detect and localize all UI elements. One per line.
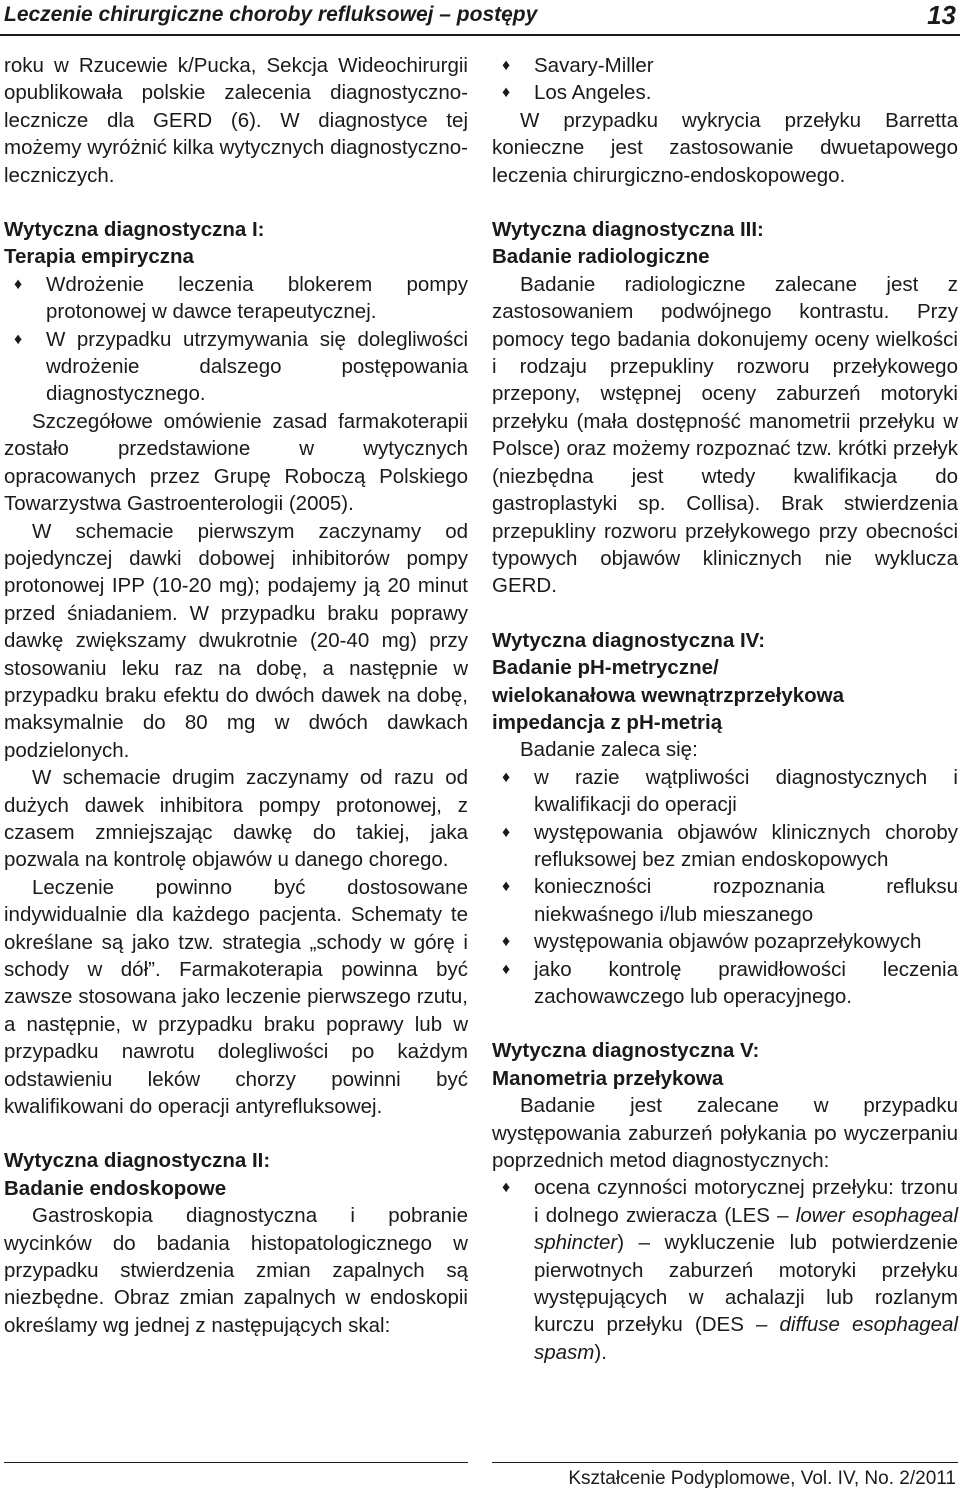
guideline-4-title-line3: wielokanałowa wewnątrzprzełykowa [492,683,845,707]
bullet-text-part1: ocena czynności motorycznej przełyku: trzonu i dolnego zwieracza (LES – [534,1176,958,1227]
guideline-3-title-line2: Badanie radiologiczne [492,245,710,269]
guideline-4-title-line2: Badanie pH-metryczne/ [492,656,719,680]
diamond-bullet-icon: ♦ [14,275,23,293]
diamond-bullet-icon: ♦ [502,84,511,102]
guideline-5-title [492,1037,958,1092]
bullet-text-part2: ) – wykluczenie lub potwierdzenie pierwotnych zaburzeń motoryki przełyku występujących w achalazji lub rozlanym kurczu przełyku (DES – [534,1231,958,1337]
guideline-4-title [492,627,958,737]
bullet-text: w razie wątpliwości diagnostycznych i kwalifikacji do operacji [534,765,958,817]
guideline-3-title-line1: Wytyczna diagnostyczna III: [492,218,764,242]
diamond-bullet-icon: ♦ [14,330,23,348]
diamond-bullet-icon: ♦ [502,823,511,841]
guideline-2-title [4,1147,468,1202]
bullet-text: występowania objawów klinicznych choroby refluksowej bez zmian endoskopowych [534,820,958,871]
list-item [492,928,958,955]
guideline-1-title-line2: Terapia empiryczna [4,245,194,269]
diamond-bullet-icon: ♦ [502,960,511,978]
bullet-text: konieczności rozpoznania refluksu niekwaśnego i/lub mieszanego [534,875,958,926]
guideline-1-bullets [4,271,468,408]
scales-list [492,52,958,107]
bullet-text: Los Angeles. [534,81,652,105]
list-item [492,764,958,819]
list-item [492,1174,958,1366]
guideline-2-title-line2: Badanie endoskopowe [4,1176,227,1200]
guideline-5-title-line2: Manometria przełykowa [492,1066,724,1090]
guideline-1-title-line1: Wytyczna diagnostyczna I: [4,218,265,242]
bullet-text: jako kontrolę prawidłowości leczenia zachowawczego lub operacyjnego. [534,957,958,1008]
intro-paragraph: roku w Rzucewie k/Pucka, Sekcja Wideochirurgii opublikowała polskie zalecenia diagnostyczno-lecznicze dla GERD (6). W diagnostyce tej możemy wyróżnić kilka wytycznych diagnostyczno-leczniczych. [4,54,468,187]
page-header [0,0,960,44]
right-column [492,52,958,1366]
list-item [492,52,958,79]
guideline-4-bullets [492,764,958,1011]
paragraph: Szczegółowe omówienie zasad farmakoterapii zostało przedstawione w wytycznych opracowanych przez Grupę Roboczą Polskiego Towarzystwa Gastroenterologii (2005). [4,409,468,516]
paragraph: Leczenie powinno być dostosowane indywidualnie dla każdego pacjenta. Schematy te określane są jako tzw. strategia „schody w górę i schody w dół”. Farmakoterapia powinna być zawsze stosowana jako leczenie pierwszego rzutu, a następnie, w przypadku braku poprawy lub w przypadku nawrotu dolegliwości po każdym odstawieniu leków chorzy powinni być kwalifikowani do operacji antyrefluksowej. [4,875,468,1119]
journal-footer: Kształcenie Podyplomowe, Vol. IV, No. 2/2011 [568,1468,956,1489]
paragraph: Gastroskopia diagnostyczna i pobranie wycinków do badania histopatologicznego w przypadku stwierdzenia zmian zapalnych są niezbędne. Obraz zmian zapalnych w endoskopii określamy wg jednej z następujących skal: [4,1204,468,1337]
lead-text: Badanie zaleca się: [520,738,698,762]
bullet-text: Savary-Miller [534,54,654,77]
left-column [4,52,468,1339]
guideline-3-section [492,216,958,600]
guideline-4-title-line4: impedancja z pH-metrią [492,710,723,734]
guideline-2-title-line1: Wytyczna diagnostyczna II: [4,1149,271,1173]
footer-rule [492,1462,958,1463]
guideline-5-section [492,1037,958,1366]
page-number: 13 [927,0,956,30]
list-item [492,956,958,1011]
running-title: Leczenie chirurgiczne choroby refluksowej – postępy [4,3,538,26]
diamond-bullet-icon: ♦ [502,933,511,951]
guideline-4-title-line1: Wytyczna diagnostyczna IV: [492,628,766,652]
bullet-text: W przypadku utrzymywania się dolegliwości wdrożenie dalszego postępowania diagnostycznego. [46,327,468,406]
bullet-text: Wdrożenie leczenia blokerem pompy protonowej w dawce terapeutycznej. [46,272,468,324]
paragraph: Badanie radiologiczne zalecane jest z zastosowaniem podwójnego kontrastu. Przy pomocy tego badania dokonujemy oceny wielkości i rodzaju przepukliny rozworu przełykowego przepony, wstępnej oceny zaburzeń motoryki przełyku (mała dostępność manometrii przełyku w Polsce) oraz możemy rozpoznać tzw. krótki przełyk (niezbędna jest wtedy kwalifikacja do gastroplastyki sp. Collisa). Brak stwierdzenia przepukliny rozworu przełykowego przy obecności typowych objawów klinicznych nie wyklucza GERD. [492,272,958,598]
diamond-bullet-icon: ♦ [502,878,511,896]
guideline-1-section [4,216,468,1120]
guideline-5-title-line1: Wytyczna diagnostyczna V: [492,1039,760,1063]
footer-rule-left [4,1462,468,1463]
diamond-bullet-icon: ♦ [502,768,511,786]
guideline-5-bullets [492,1174,958,1366]
bullet-text-part3: ). [594,1340,607,1364]
list-item [4,271,468,326]
list-item [4,326,468,408]
list-item [492,79,958,106]
guideline-4-section [492,627,958,1011]
bullet-text: występowania objawów pozaprzełykowych [534,930,922,954]
bullet-text-italic2: diffuse esophageal spasm [534,1313,959,1364]
bullet-text-italic1: lower esophageal sphincter [534,1203,958,1255]
paragraph: Badanie jest zalecane w przypadku występowania zaburzeń połykania po wyczerpaniu poprzednich metod diagnostycznych: [492,1094,958,1173]
diamond-bullet-icon: ♦ [502,1179,511,1197]
guideline-3-title [492,216,958,271]
paragraph: W schemacie pierwszym zaczynamy od pojedynczej dawki dobowej inhibitorów pompy protonowej IPP (10-20 mg); podajemy ją 20 minut przed śniadaniem. W przypadku braku poprawy dawkę zwiększamy dwukrotnie (20-40 mg) przy stosowaniu leku raz na dobę, a następnie w przypadku braku efektu do dwóch dawek na dobę, maksymalnie do 80 mg w dwóch dawkach podzielonych. [4,519,468,762]
guideline-1-title [4,216,468,271]
barrett-paragraph: W przypadku wykrycia przełyku Barretta konieczne jest zastosowanie dwuetapowego leczenia chirurgiczno-endoskopowego. [492,108,958,187]
list-item [492,819,958,874]
list-item [492,873,958,928]
guideline-2-section [4,1147,468,1339]
paragraph: W schemacie drugim zaczynamy od razu od dużych dawek inhibitora pompy protonowej, z czasem zmniejszając dawkę do takiej, jaka pozwala na kontrolę objawów u danego chorego. [4,766,468,872]
header-rule [0,34,960,36]
diamond-bullet-icon: ♦ [502,57,511,74]
